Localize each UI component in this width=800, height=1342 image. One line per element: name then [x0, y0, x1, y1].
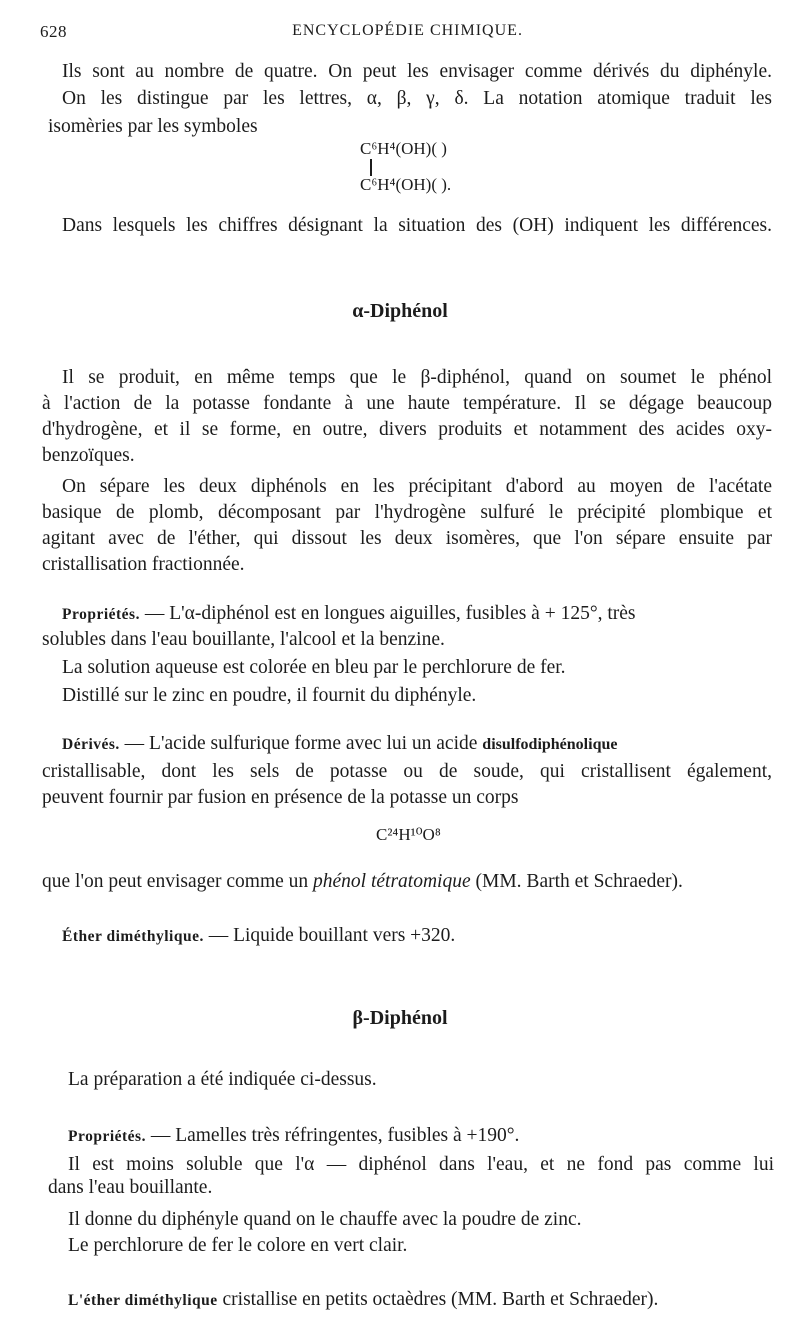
disulfodiphenolique-term: disulfodiphénolique — [482, 736, 618, 753]
alpha-p1-line-3: d'hydrogène, et il se forme, en outre, divers produits et notamment des acides oxy- — [42, 419, 772, 440]
isomer-formula-bottom: C⁶H⁴(OH)( ). — [360, 175, 452, 194]
formula-bond-line — [370, 159, 372, 176]
derivatives-label: Dérivés. — [62, 736, 120, 753]
alpha-p1-line-4: benzoïques. — [42, 445, 135, 466]
ether-dimethylique-label: Éther diméthylique. — [62, 928, 204, 945]
alpha-p2-line-1: On sépare les deux diphénols en les précipitant d'abord au moyen de l'acétate — [62, 476, 772, 497]
alpha-properties-line-3: La solution aqueuse est colorée en bleu par le perchlorure de fer. — [62, 657, 566, 678]
properties-label: Propriétés. — [62, 606, 140, 623]
alpha-p1-line-2: à l'action de la potasse fondante à une haute température. Il se dégage beaucoup — [42, 393, 772, 414]
beta-ether-line: L'éther diméthylique cristallise en petits octaèdres (MM. Barth et Schraeder). — [68, 1289, 659, 1310]
beta-properties-label: Propriétés. — [68, 1128, 146, 1145]
page-header — [40, 22, 775, 48]
alpha-properties-line-2: solubles dans l'eau bouillante, l'alcool et la benzine. — [42, 629, 445, 650]
section-title-beta: β-Diphénol — [352, 1007, 448, 1029]
intro-line-2: On les distingue par les lettres, α, β, γ, δ. La notation atomique traduit les — [62, 88, 772, 109]
alpha-p2-line-4: cristallisation fractionnée. — [42, 554, 245, 575]
alpha-properties-line-1: Propriétés. — L'α-diphénol est en longues aiguilles, fusibles à + 125°, très — [62, 603, 636, 624]
isomer-formula-top: C⁶H⁴(OH)( ) — [360, 139, 447, 158]
alpha-p1-line-1: Il se produit, en même temps que le β-diphénol, quand on soumet le phénol — [62, 367, 772, 388]
alpha-derivatives-line-2: cristallisable, dont les sels de potasse ou de soude, qui cristallisent également, — [42, 761, 772, 782]
phenol-tetratomique-term: phénol tétratomique — [313, 871, 471, 892]
beta-ether-label: L'éther diméthylique — [68, 1292, 218, 1309]
formula-c24h10o8: C²⁴H¹⁰O⁸ — [376, 825, 441, 844]
intro-line-4: Dans lesquels les chiffres désignant la situation des (OH) indiquent les différences. — [62, 215, 772, 236]
alpha-derivatives-line-4: que l'on peut envisager comme un phénol tétratomique (MM. Barth et Schraeder). — [42, 871, 683, 892]
beta-properties-line-1: Propriétés. — Lamelles très réfringentes, fusibles à +190°. — [68, 1125, 520, 1146]
alpha-derivatives-line-3: peuvent fournir par fusion en présence de la potasse un corps — [42, 787, 519, 808]
running-title: ENCYCLOPÉDIE CHIMIQUE. — [292, 22, 523, 39]
beta-properties-line-2: Il est moins soluble que l'α — diphénol dans l'eau, et ne fond pas comme lui — [68, 1154, 774, 1175]
beta-preparation-line: La préparation a été indiquée ci-dessus. — [68, 1069, 377, 1090]
beta-properties-line-4: Il donne du diphényle quand on le chauffe avec la poudre de zinc. — [68, 1209, 582, 1230]
intro-line-1: Ils sont au nombre de quatre. On peut les envisager comme dérivés du diphényle. — [62, 61, 772, 82]
section-title-alpha: α-Diphénol — [352, 300, 448, 322]
beta-properties-line-5: Le perchlorure de fer le colore en vert clair. — [68, 1235, 408, 1256]
beta-properties-line-3: dans l'eau bouillante. — [48, 1177, 213, 1198]
page-number: 628 — [40, 22, 67, 41]
intro-line-3: isomèries par les symboles — [48, 116, 258, 137]
alpha-derivatives-line-1: Dérivés. — L'acide sulfurique forme avec lui un acide disulfodiphénolique — [62, 733, 618, 754]
alpha-ether-line: Éther diméthylique. — Liquide bouillant vers +320. — [62, 925, 456, 946]
alpha-p2-line-2: basique de plomb, décomposant par l'hydrogène sulfuré le précipité plombique et — [42, 502, 772, 523]
alpha-properties-line-4: Distillé sur le zinc en poudre, il fournit du diphényle. — [62, 685, 477, 706]
alpha-p2-line-3: agitant avec de l'éther, qui dissout les deux isomères, que l'on sépare ensuite par — [42, 528, 772, 549]
